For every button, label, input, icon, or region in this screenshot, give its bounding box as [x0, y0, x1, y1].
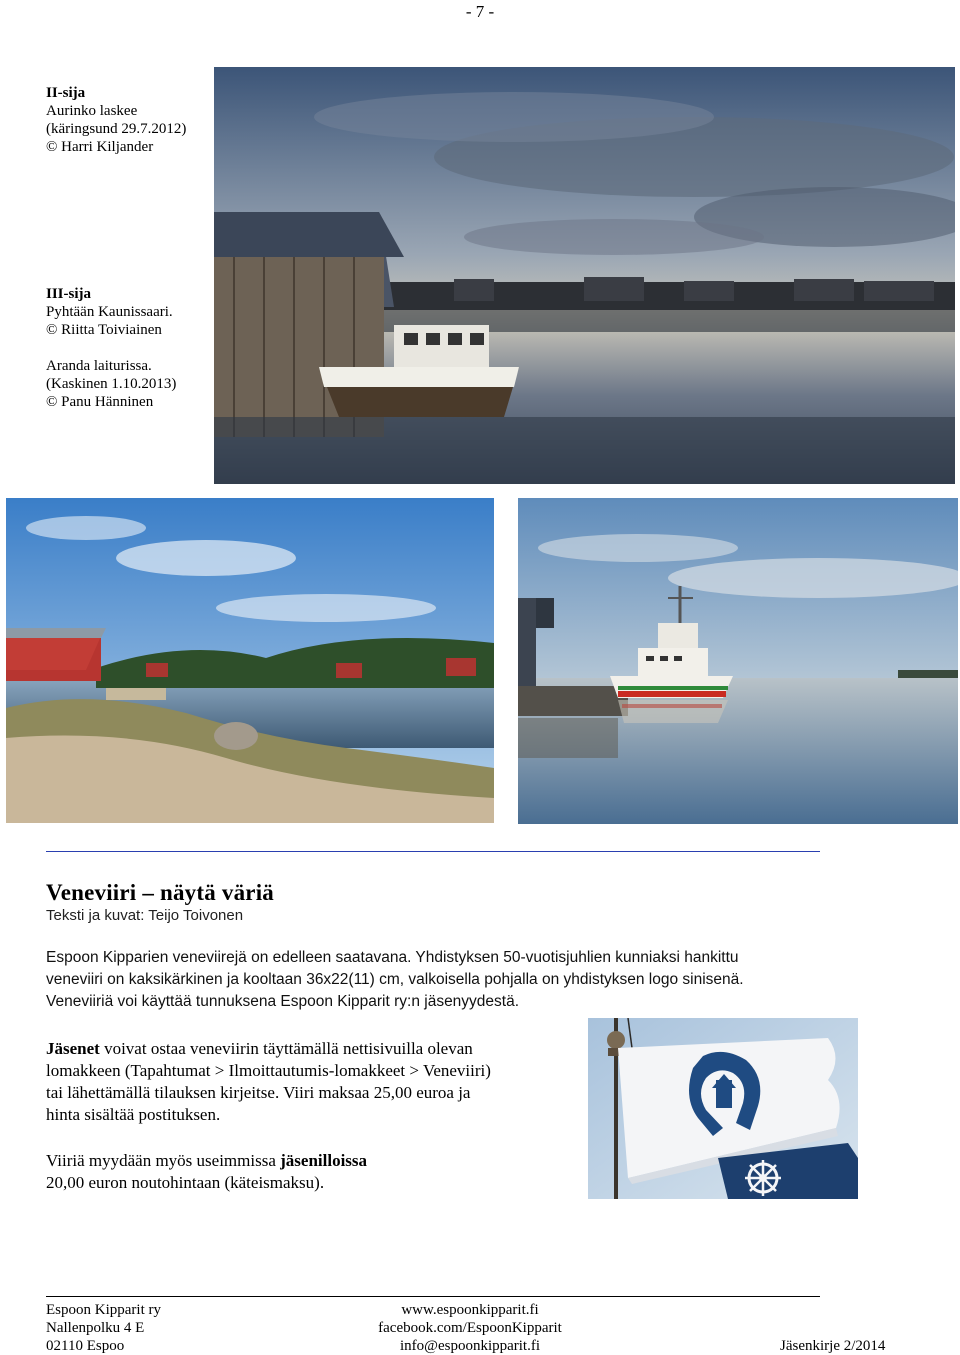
- paragraph-text: voivat ostaa veneviirin täyttämällä nettisivuilla olevan: [99, 1039, 473, 1058]
- photo-sunset-boathouse: [214, 67, 955, 484]
- paragraph-line: veneviiri on kaksikärkinen ja kooltaan 36x22(11) cm, valkoisella pohjalla on yhdistyksen logo sinisenä.: [46, 971, 744, 988]
- section-divider: [46, 851, 820, 852]
- caption-third-place: [46, 285, 173, 339]
- caption-line: Aurinko laskee: [46, 103, 138, 119]
- paragraph-line: Espoon Kipparien veneviirejä on edelleen saatavana. Yhdistyksen 50-vuotisjuhlien kunniaksi hankittu: [46, 949, 739, 966]
- article-paragraph-2: [46, 1038, 491, 1126]
- caption-second-place: [46, 84, 186, 156]
- caption-line: (käringsund 29.7.2012): [46, 121, 187, 137]
- footer-web-link[interactable]: www.espoonkipparit.fi: [401, 1302, 539, 1318]
- footer-address: [46, 1301, 161, 1355]
- paragraph-text: Viiriä myydään myös useimmissa: [46, 1151, 281, 1170]
- article-title: Veneviiri – näytä väriä: [46, 880, 274, 905]
- paragraph-line: tai lähettämällä tilauksen kirjeitse. Viiri maksaa 25,00 euroa ja: [46, 1083, 471, 1102]
- caption-author: © Panu Hänninen: [46, 394, 154, 410]
- footer-org: Espoon Kipparit ry: [46, 1302, 161, 1318]
- photo-club-pennant: [588, 1018, 858, 1199]
- caption-line: Aranda laiturissa.: [46, 358, 152, 374]
- article-byline: Teksti ja kuvat: Teijo Toivonen: [46, 907, 244, 924]
- paragraph-line: 20,00 euron noutohintaan (käteismaksu).: [46, 1173, 325, 1192]
- caption-author: © Harri Kiljander: [46, 139, 154, 155]
- member-evenings-bold: jäsenilloissa: [280, 1151, 368, 1170]
- page-number: - 7 -: [465, 2, 495, 21]
- article-paragraph-1: [46, 947, 744, 1013]
- footer-facebook-link[interactable]: facebook.com/EspoonKipparit: [378, 1320, 562, 1336]
- paragraph-line: Veneviiriä voi käyttää tunnuksena Espoon Kipparit ry:n jäsenyydestä.: [46, 993, 520, 1010]
- caption-line: Pyhtään Kaunissaari.: [46, 304, 173, 320]
- caption-third-place-b: [46, 357, 176, 411]
- paragraph-line: hinta sisältää postituksen.: [46, 1105, 221, 1124]
- photo-research-ship: [518, 498, 958, 824]
- footer-city: 02110 Espoo: [46, 1338, 125, 1354]
- members-bold: Jäsenet: [46, 1039, 100, 1058]
- footer-contacts: [370, 1301, 570, 1355]
- photo-archipelago: [6, 498, 494, 823]
- caption-place: II-sija: [46, 85, 86, 101]
- caption-line: (Kaskinen 1.10.2013): [46, 376, 177, 392]
- article-paragraph-3: [46, 1150, 367, 1194]
- caption-author: © Riitta Toiviainen: [46, 322, 162, 338]
- footer-street: Nallenpolku 4 E: [46, 1320, 145, 1336]
- caption-place: III-sija: [46, 286, 92, 302]
- footer-email-link[interactable]: info@espoonkipparit.fi: [399, 1338, 541, 1354]
- footer-issue: Jäsenkirje 2/2014: [780, 1338, 886, 1354]
- paragraph-line: lomakkeen (Tapahtumat > Ilmoittautumis-lomakkeet > Veneviiri): [46, 1061, 491, 1080]
- footer-divider: [46, 1296, 820, 1297]
